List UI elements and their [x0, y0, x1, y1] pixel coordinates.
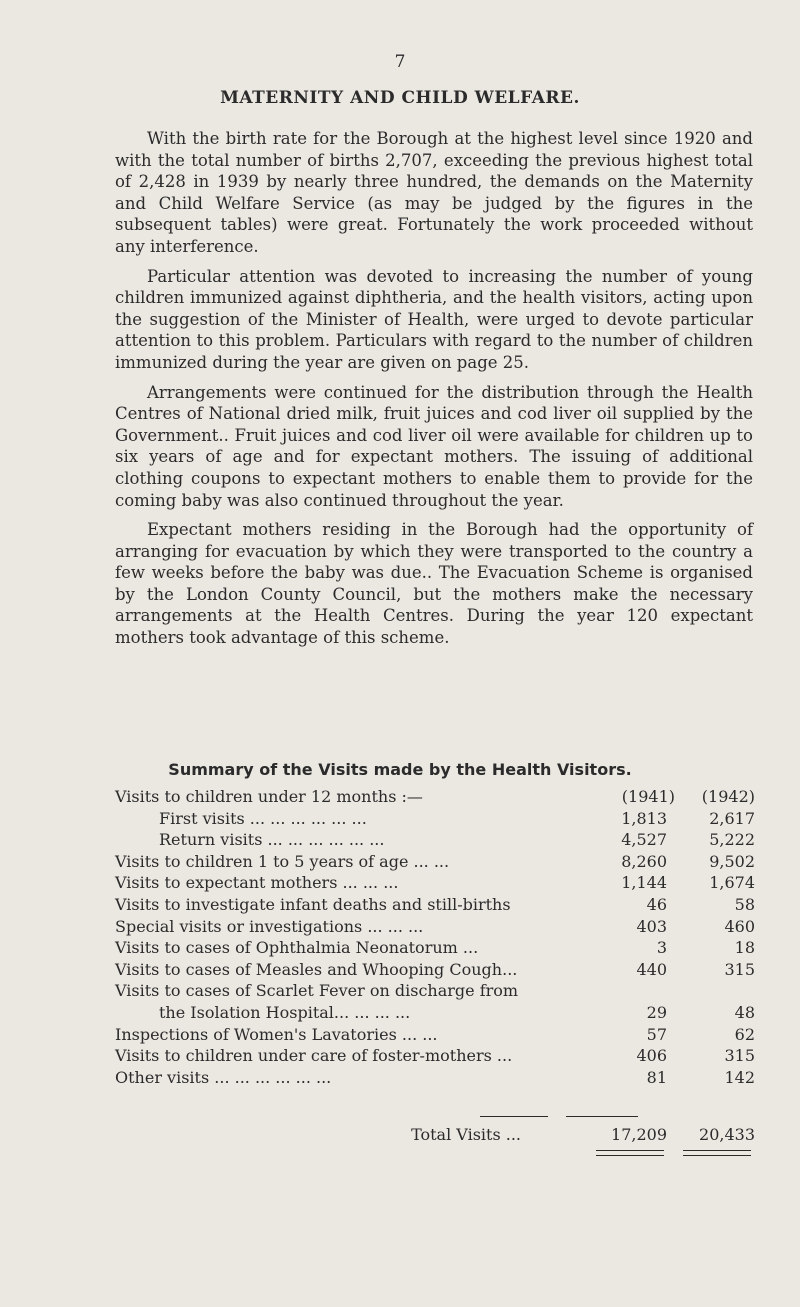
page-number: 7 [394, 52, 406, 72]
table-row [115, 808, 755, 830]
row-label: Visits to expectant mothers ... ... ... [115, 873, 399, 893]
row-value-1942: 2,617 [709, 808, 755, 828]
row-value-1942: 1,674 [709, 873, 755, 893]
row-label: Visits to children 1 to 5 years of age ... ... [115, 851, 450, 871]
section-title: MATERNITY AND CHILD WELFARE. [220, 88, 580, 108]
row-value-1941: 4,527 [621, 830, 667, 850]
header-year-1942: (1942) [701, 787, 755, 806]
double-rule-1941 [596, 1150, 664, 1156]
table-row [115, 980, 755, 1002]
total-row [115, 1124, 755, 1146]
table-rows [115, 808, 755, 1089]
row-label: Inspections of Women's Lavatories ... ... [115, 1024, 438, 1044]
row-value-1941: 406 [636, 1046, 667, 1066]
row-value-1941: 57 [646, 1024, 667, 1044]
row-value-1941: 46 [646, 894, 667, 914]
paragraph-3: Arrangements were continued for the distribution through the Health Centres of National dried milk, fruit juices and cod liver oil supplied by the Government.. Fruit juices and cod liver oil were available for children up to six years of age and for expectant mothers. The issuing of additional clothing coupons to expectant mothers to enable them to provide for the coming baby was also continued throughout the year. [115, 382, 753, 510]
total-1941: 17,209 [611, 1125, 667, 1144]
row-value-1941: 403 [636, 916, 667, 936]
row-label: First visits ... ... ... ... ... ... [159, 808, 367, 828]
row-value-1941: 440 [636, 959, 667, 979]
row-label: Visits to children under care of foster-mothers ... [115, 1046, 513, 1066]
row-value-1942: 18 [734, 938, 755, 958]
table-row [115, 1002, 755, 1024]
double-rule-1942 [683, 1150, 751, 1156]
row-value-1942: 315 [724, 959, 755, 979]
table-row [115, 1045, 755, 1067]
table-row [115, 937, 755, 959]
table-row [115, 1067, 755, 1089]
table-header-row [115, 786, 755, 808]
paragraph-1: With the birth rate for the Borough at the highest level since 1920 and with the total number of births 2,707, exceeding the previous highest total of 2,428 in 1939 by nearly three hundred, the demands on the Maternity and Child Welfare Service (as may be judged by the figures in the subsequent tables) were great. Fortunately the work proceeded without any interference. [115, 129, 753, 256]
table-row [115, 894, 755, 916]
visits-table [115, 786, 755, 1088]
row-label: Visits to cases of Ophthalmia Neonatorum ... [115, 938, 479, 958]
row-value-1941: 1,813 [621, 808, 667, 828]
header-label: Visits to children under 12 months :— [115, 787, 423, 806]
header-year-1941: (1941) [621, 787, 675, 806]
row-label: Other visits ... ... ... ... ... ... [115, 1067, 332, 1087]
table-row [115, 872, 755, 894]
row-value-1942: 5,222 [709, 830, 755, 850]
table-row [115, 829, 755, 851]
table-row [115, 916, 755, 938]
paragraph-2: Particular attention was devoted to increasing the number of young children immunized against diphtheria, and the health visitors, acting upon the suggestion of the Minister of Health, were urged to devote particular attention to this problem. Particulars with regard to the number of children immunized during the year are given on page 25. [115, 266, 753, 372]
row-value-1942: 48 [734, 1002, 755, 1022]
body-text [115, 128, 753, 657]
row-value-1942: 142 [724, 1067, 755, 1087]
table-row [115, 851, 755, 873]
total-rule [480, 1116, 638, 1117]
paragraph-4: Expectant mothers residing in the Borough had the opportunity of arranging for evacuation by which they were transported to the country a few weeks before the baby was due.. The Evacuation Scheme is organised by the London County Council, but the mothers make the necessary arrangements at the Health Centres. During the year 120 expectant mothers took advantage of this scheme. [115, 520, 753, 648]
row-value-1941: 81 [646, 1067, 667, 1087]
row-value-1941: 8,260 [621, 851, 667, 871]
summary-title: Summary of the Visits made by the Health Visitors. [168, 760, 632, 779]
row-value-1941: 3 [656, 938, 667, 958]
row-label: Visits to cases of Scarlet Fever on discharge from [115, 981, 519, 1001]
row-label: Special visits or investigations ... ... ... [115, 916, 424, 936]
row-value-1942: 9,502 [709, 851, 755, 871]
row-value-1942: 62 [734, 1024, 755, 1044]
row-label: Return visits ... ... ... ... ... ... [159, 830, 385, 850]
row-value-1942: 58 [734, 894, 755, 914]
total-1942: 20,433 [699, 1125, 755, 1144]
table-row [115, 959, 755, 981]
row-value-1942: 315 [724, 1046, 755, 1066]
total-label: Total Visits ... [411, 1125, 521, 1144]
table-row [115, 1024, 755, 1046]
row-label: Visits to cases of Measles and Whooping Cough... [115, 959, 518, 979]
row-value-1942: 460 [724, 916, 755, 936]
row-value-1941: 1,144 [621, 873, 667, 893]
row-label: the Isolation Hospital... ... ... ... [159, 1002, 411, 1022]
row-value-1941: 29 [646, 1002, 667, 1022]
row-label: Visits to investigate infant deaths and still-births [115, 894, 511, 914]
